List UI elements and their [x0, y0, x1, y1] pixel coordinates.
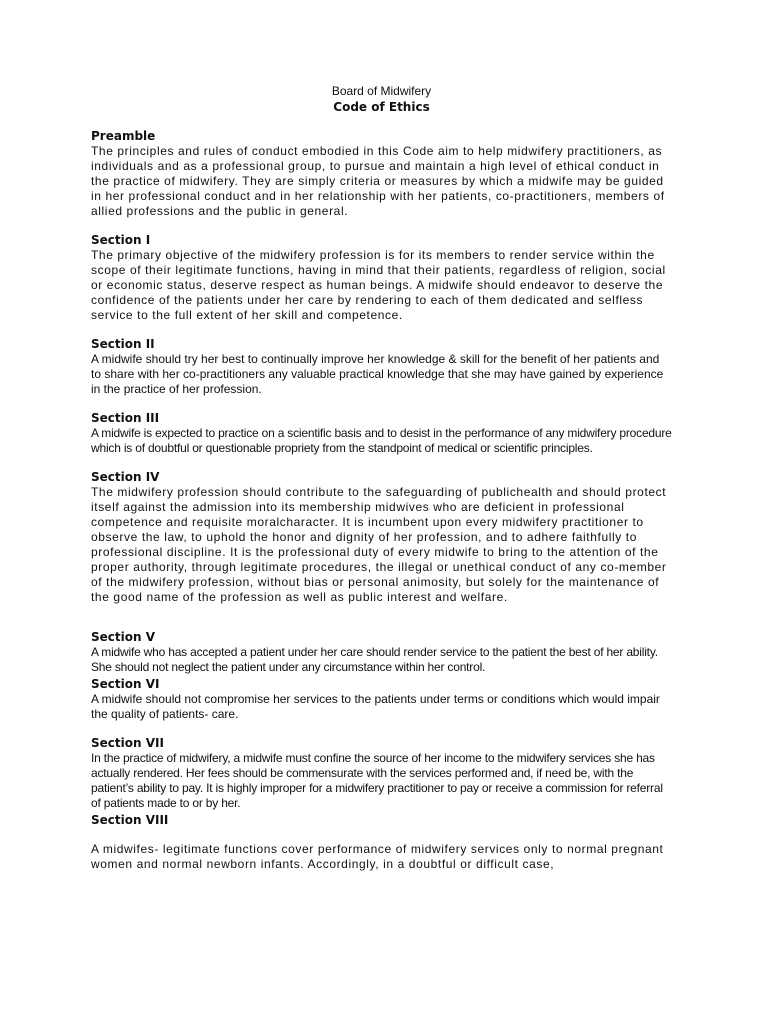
section-vii	[91, 736, 672, 811]
section-preamble	[91, 129, 672, 219]
section-text: A midwifes- legitimate functions cover performance of midwifery services only to normal pregnant women and normal newborn infants. Accordingly, in a doubtful or difficult case,	[91, 842, 664, 871]
section-heading: Preamble	[91, 129, 156, 143]
organization-name: Board of Midwifery	[331, 84, 432, 98]
section-text: A midwife is expected to practice on a scientific basis and to desist in the performance of any midwifery procedure which is of doubtful or questionable propriety from the standpoint of medical or scientific principles.	[91, 426, 672, 455]
section-heading: Section I	[91, 233, 151, 247]
section-iii	[91, 411, 672, 456]
section-text: In the practice of midwifery, a midwife must confine the source of her income to the midwifery services she has actually rendered. Her fees should be commensurate with the services performed and, if need be, with the patient’s ability to pay. It is highly improper for a midwifery practitioner to pay or receive a commission for referral of patients made to or by her.	[91, 751, 663, 810]
section-heading: Section II	[91, 337, 155, 351]
section-viii	[91, 813, 672, 872]
section-ii	[91, 337, 672, 397]
section-text: A midwife who has accepted a patient under her care should render service to the patient the best of her ability. She should not neglect the patient under any circumstance within her control.	[91, 645, 658, 674]
section-heading: Section VIII	[91, 813, 169, 827]
section-heading: Section VI	[91, 677, 160, 691]
section-heading: Section V	[91, 630, 155, 644]
section-text: The midwifery profession should contribute to the safeguarding of publichealth and should protect itself against the admission into its membership midwives who are deficient in professional competence and requisite moralcharacter. It is incumbent upon every midwifery practitioner to observe the law, to uphold the honor and dignity of her profession, and to adhere faithfully to professional discipline. It is the professional duty of every midwife to bring to the attention of the proper authority, through legitimate procedures, the illegal or unethical conduct of any co-member of the midwifery profession, without bias or personal animosity, but solely for the maintenance of the good name of the profession as well as public interest and welfare.	[91, 485, 667, 604]
section-iv	[91, 470, 672, 605]
section-text: The primary objective of the midwifery profession is for its members to render service within the scope of their legitimate functions, having in mind that their patients, regardless of religion, social or economic status, deserve respect as human beings. A midwife should endeavor to deserve the confidence of the patients under her care by rendering to each of them dedicated and selfless service to the full extent of her skill and competence.	[91, 248, 666, 322]
section-heading: Section IV	[91, 470, 160, 484]
section-i	[91, 233, 672, 323]
section-text: A midwife should try her best to continually improve her knowledge & skill for the benefit of her patients and to share with her co-practitioners any valuable practical knowledge that she may have gained by experience in the practice of her profession.	[91, 352, 664, 396]
section-text: A midwife should not compromise her services to the patients under terms or conditions which would impair the quality of patients- care.	[91, 692, 660, 721]
document-title: Code of Ethics	[333, 100, 430, 114]
section-heading: Section VII	[91, 736, 164, 750]
section-text: The principles and rules of conduct embodied in this Code aim to help midwifery practitioners, as individuals and as a professional group, to pursue and maintain a high level of ethical conduct in the practice of midwifery. They are simply criteria or measures by which a midwife may be guided in her professional conduct and in her relationship with her patients, co-practitioners, members of allied professions and the public in general.	[91, 144, 665, 218]
section-vi	[91, 677, 672, 722]
section-heading: Section III	[91, 411, 160, 425]
section-v	[91, 630, 672, 675]
